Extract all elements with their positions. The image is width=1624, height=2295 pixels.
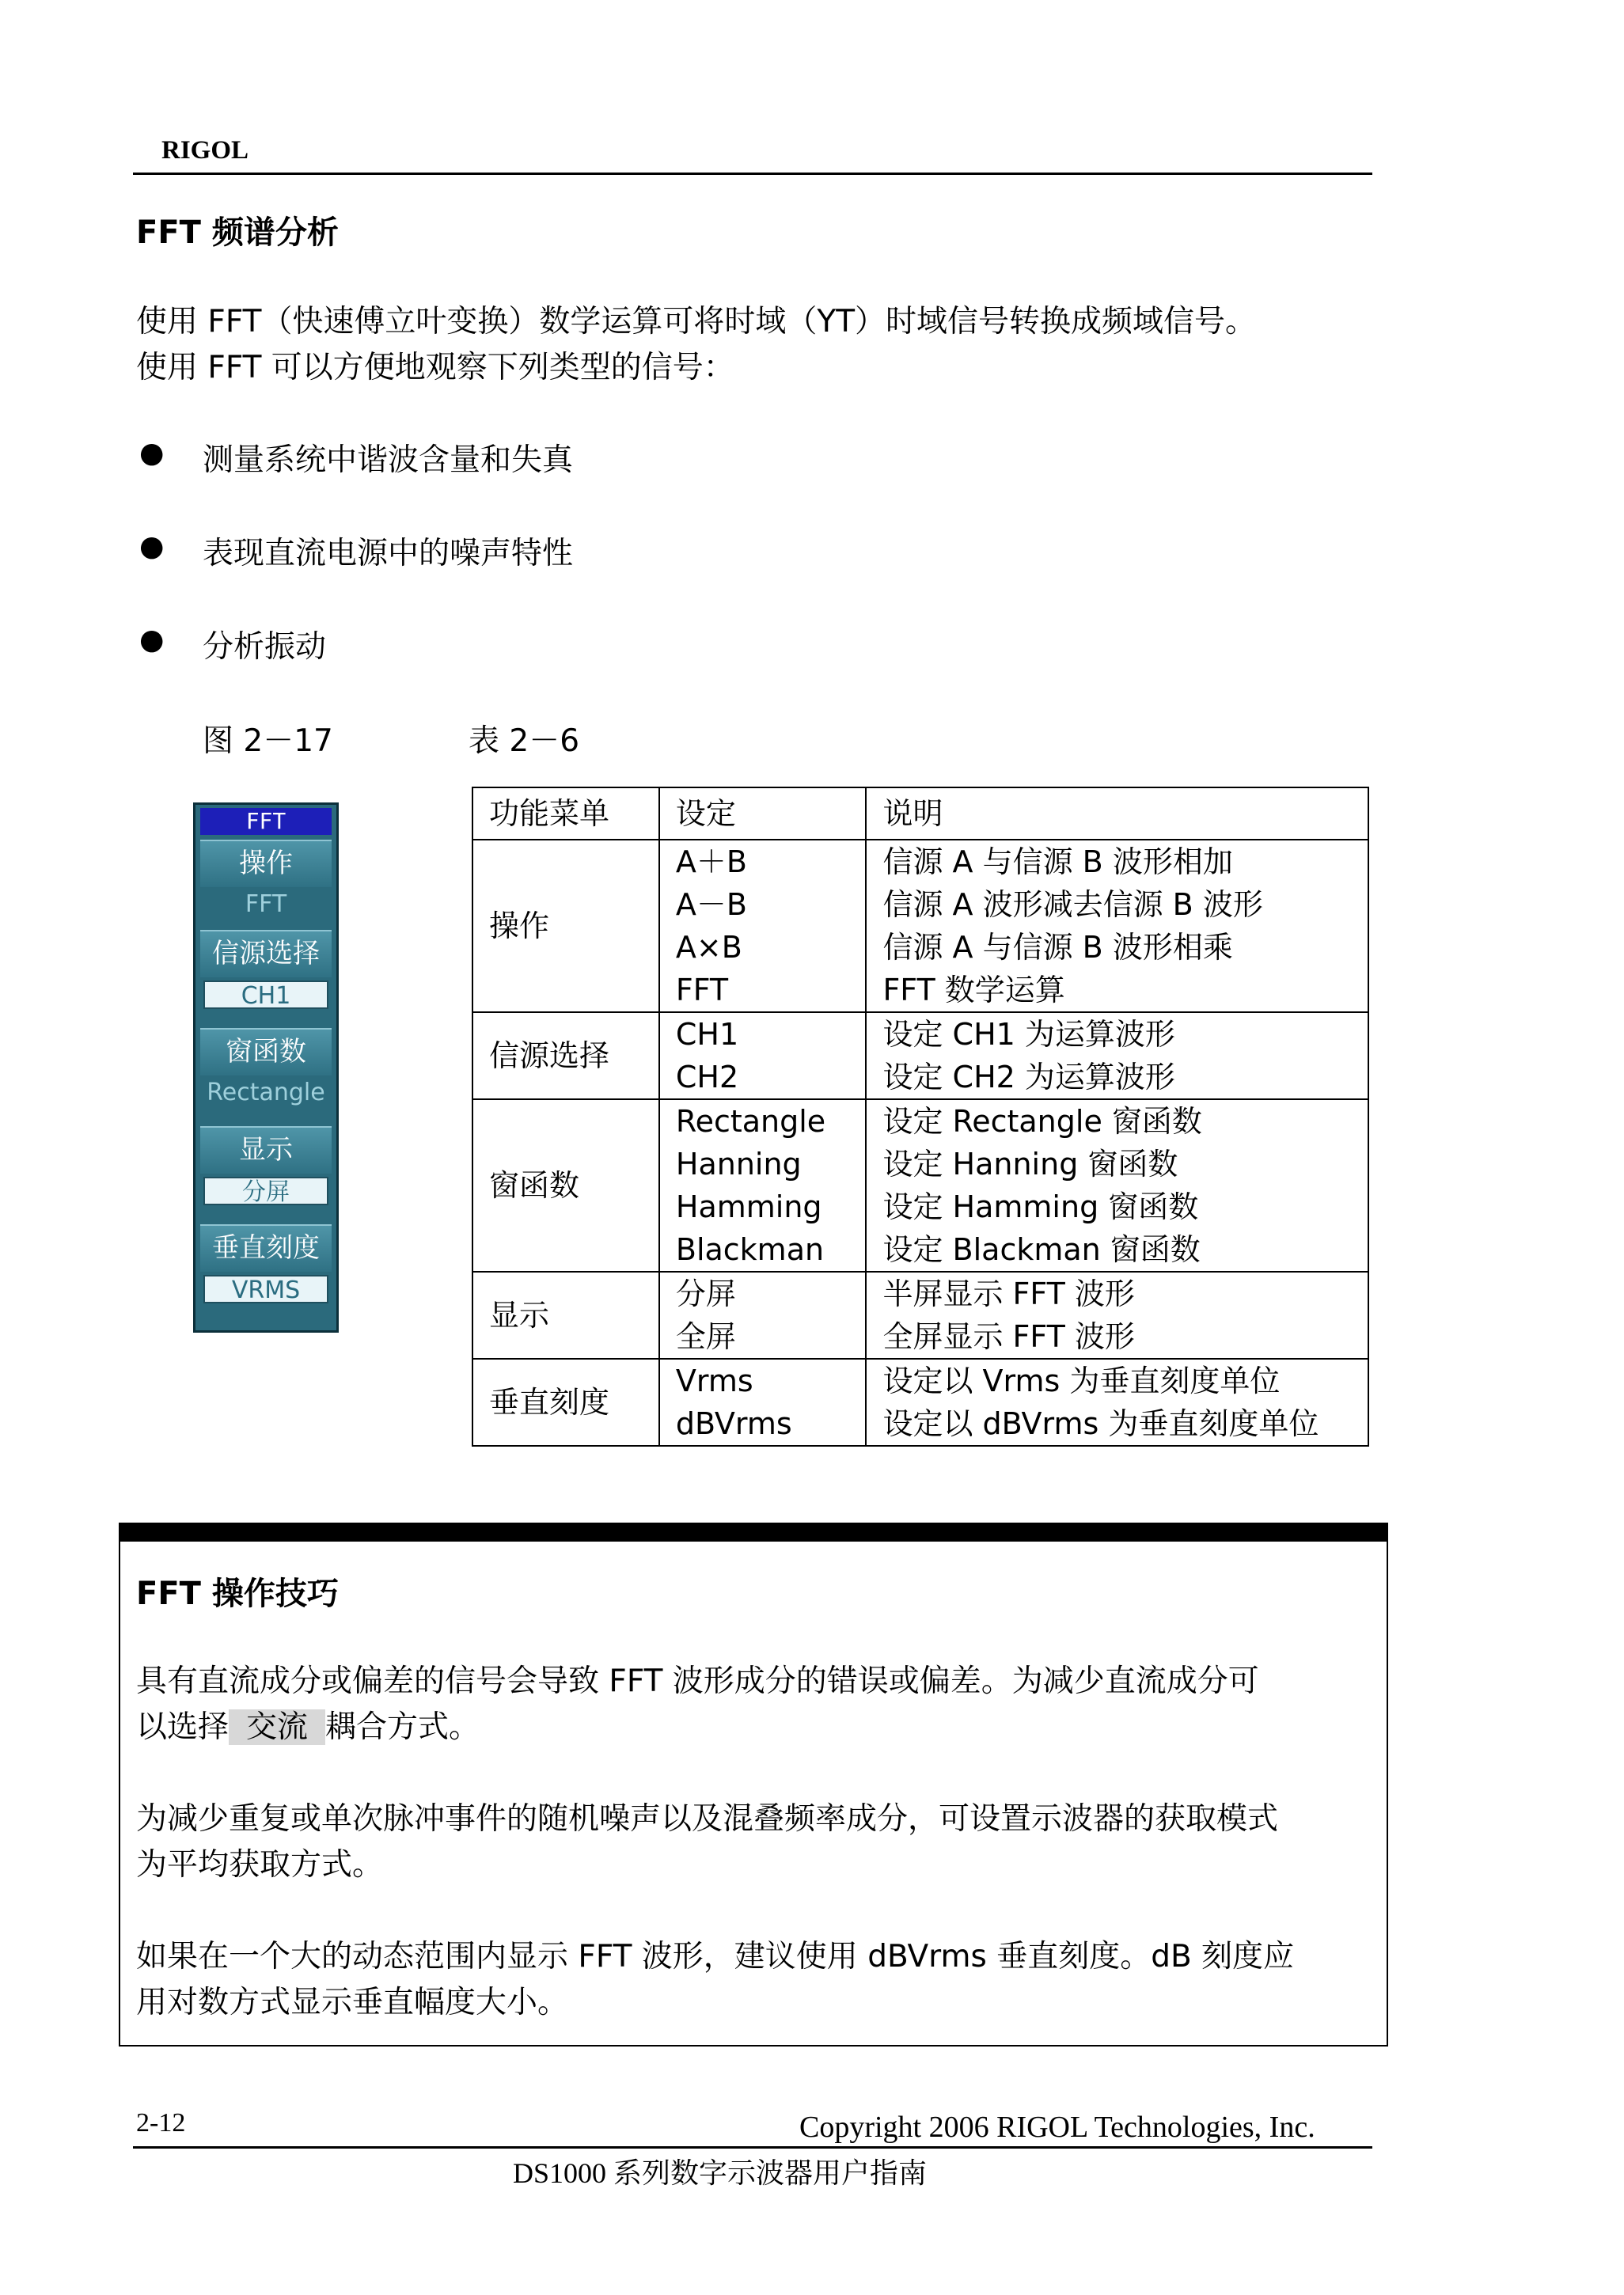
menu-item-operation-value: FFT: [200, 889, 332, 920]
fft-menu-panel: [193, 802, 339, 1333]
setting-value: Vrms: [675, 1364, 753, 1398]
tips-line: 如果在一个大的动态范围内显示 FFT 波形，建议使用 dBVrms 垂直刻度。dB 刻度应: [136, 1939, 1295, 1974]
figure-caption: 图 2－17: [203, 723, 333, 759]
table-cell-settings: [659, 1272, 867, 1359]
table-cell-menu: 信源选择: [472, 1012, 659, 1099]
brand-logo-text: RIGOL: [161, 136, 249, 165]
menu-item-window[interactable]: 窗函数: [200, 1028, 332, 1075]
tips-paragraph-2: [136, 1796, 1371, 1888]
copyright-text: Copyright 2006 RIGOL Technologies, Inc.: [799, 2111, 1315, 2144]
guide-title: DS1000 系列数字示波器用户指南: [513, 2157, 928, 2189]
table-header: 功能菜单: [472, 787, 659, 840]
table-row: [472, 1099, 1368, 1272]
description-line: 设定 CH1 为运算波形: [882, 1017, 1175, 1052]
setting-value: 分屏: [675, 1276, 736, 1311]
bullet-dot-icon: ●: [139, 624, 165, 656]
setting-value: CH1: [675, 1017, 739, 1052]
table-row: [472, 1012, 1368, 1099]
description-line: 设定以 Vrms 为垂直刻度单位: [882, 1364, 1281, 1398]
setting-value: dBVrms: [675, 1406, 792, 1441]
bullet-dot-icon: ●: [139, 530, 165, 563]
tips-line: 用对数方式显示垂直幅度大小。: [136, 1985, 569, 2020]
menu-item-display-value: 分屏: [203, 1177, 328, 1205]
tips-text: 耦合方式。: [325, 1709, 480, 1745]
intro-line-1: 使用 FFT（快速傅立叶变换）数学运算可将时域（YT）时域信号转换成频域信号。: [136, 304, 1257, 340]
description-line: 设定以 dBVrms 为垂直刻度单位: [882, 1406, 1319, 1441]
menu-item-source-value: CH1: [203, 981, 328, 1009]
tips-line: 具有直流成分或偏差的信号会导致 FFT 波形成分的错误或偏差。为减少直流成分可: [136, 1663, 1259, 1699]
setting-value: A＋B: [675, 844, 747, 879]
table-cell-description: [866, 1359, 1368, 1446]
tips-paragraph-3: [136, 1934, 1371, 2026]
setting-value: FFT: [675, 973, 729, 1007]
table-cell-settings: [659, 1012, 867, 1099]
table-cell-settings: [659, 1359, 867, 1446]
table-cell-settings: [659, 840, 867, 1012]
table-cell-menu: 显示: [472, 1272, 659, 1359]
table-cell-description: [866, 1099, 1368, 1272]
table-cell-menu: 操作: [472, 840, 659, 1012]
table-cell-description: [866, 1272, 1368, 1359]
setting-value: Hamming: [675, 1189, 822, 1224]
fft-function-table: [472, 787, 1369, 1447]
tips-top-bar: [119, 1523, 1388, 1542]
menu-item-source[interactable]: 信源选择: [200, 930, 332, 977]
bullet-item: 表现直流电源中的噪声特性: [203, 536, 574, 571]
description-line: 信源 A 与信源 B 波形相加: [882, 844, 1233, 879]
coupling-ac-highlight: 交流: [229, 1709, 325, 1745]
table-row: [472, 1272, 1368, 1359]
header-rule: [133, 173, 1372, 175]
table-cell-menu: 垂直刻度: [472, 1359, 659, 1446]
setting-value: 全屏: [675, 1319, 736, 1354]
table-header: 设定: [659, 787, 867, 840]
tips-line: 为减少重复或单次脉冲事件的随机噪声以及混叠频率成分，可设置示波器的获取模式: [136, 1801, 1279, 1837]
table-cell-description: [866, 1012, 1368, 1099]
bullet-dot-icon: ●: [139, 437, 165, 469]
table-row: [472, 840, 1368, 1012]
setting-value: CH2: [675, 1060, 739, 1094]
description-line: 信源 A 波形减去信源 B 波形: [882, 887, 1263, 922]
description-line: 全屏显示 FFT 波形: [882, 1319, 1135, 1354]
description-line: 信源 A 与信源 B 波形相乘: [882, 930, 1233, 965]
tips-line: [136, 1705, 1371, 1751]
table-header-row: [472, 787, 1368, 840]
description-line: 设定 Hanning 窗函数: [882, 1147, 1178, 1182]
tips-line: 为平均获取方式。: [136, 1847, 384, 1883]
table-caption: 表 2－6: [469, 723, 580, 759]
menu-header: FFT: [200, 808, 332, 835]
intro-paragraph: [136, 299, 1387, 391]
setting-value: A－B: [675, 887, 747, 922]
setting-value: A×B: [675, 930, 742, 965]
description-line: 设定 Hamming 窗函数: [882, 1189, 1199, 1224]
description-line: 设定 Rectangle 窗函数: [882, 1104, 1202, 1139]
menu-item-operation[interactable]: 操作: [200, 840, 332, 887]
table-cell-menu: 窗函数: [472, 1099, 659, 1272]
setting-value: Blackman: [675, 1232, 825, 1267]
menu-item-vertical-scale-value: VRMS: [203, 1275, 328, 1303]
footer-rule: [133, 2146, 1372, 2149]
tips-text: 以选择: [136, 1709, 230, 1745]
section-title: FFT 频谱分析: [136, 214, 339, 251]
bullet-item: 分析振动: [203, 629, 327, 665]
tips-paragraph-1: [136, 1659, 1371, 1751]
table-cell-description: [866, 840, 1368, 1012]
table-row: [472, 1359, 1368, 1446]
setting-value: Rectangle: [675, 1104, 826, 1139]
description-line: 半屏显示 FFT 波形: [882, 1276, 1135, 1311]
table-header: 说明: [866, 787, 1368, 840]
intro-line-2: 使用 FFT 可以方便地观察下列类型的信号：: [136, 350, 734, 385]
bullet-item: 测量系统中谐波含量和失真: [203, 442, 574, 478]
table-cell-settings: [659, 1099, 867, 1272]
description-line: 设定 CH2 为运算波形: [882, 1060, 1175, 1094]
description-line: 设定 Blackman 窗函数: [882, 1232, 1201, 1267]
tips-title: FFT 操作技巧: [136, 1576, 339, 1612]
description-line: FFT 数学运算: [882, 973, 1065, 1007]
menu-item-display[interactable]: 显示: [200, 1126, 332, 1174]
menu-item-window-value: Rectangle: [200, 1077, 332, 1109]
menu-item-vertical-scale[interactable]: 垂直刻度: [200, 1224, 332, 1272]
setting-value: Hanning: [675, 1147, 802, 1182]
page-number: 2-12: [136, 2108, 186, 2138]
